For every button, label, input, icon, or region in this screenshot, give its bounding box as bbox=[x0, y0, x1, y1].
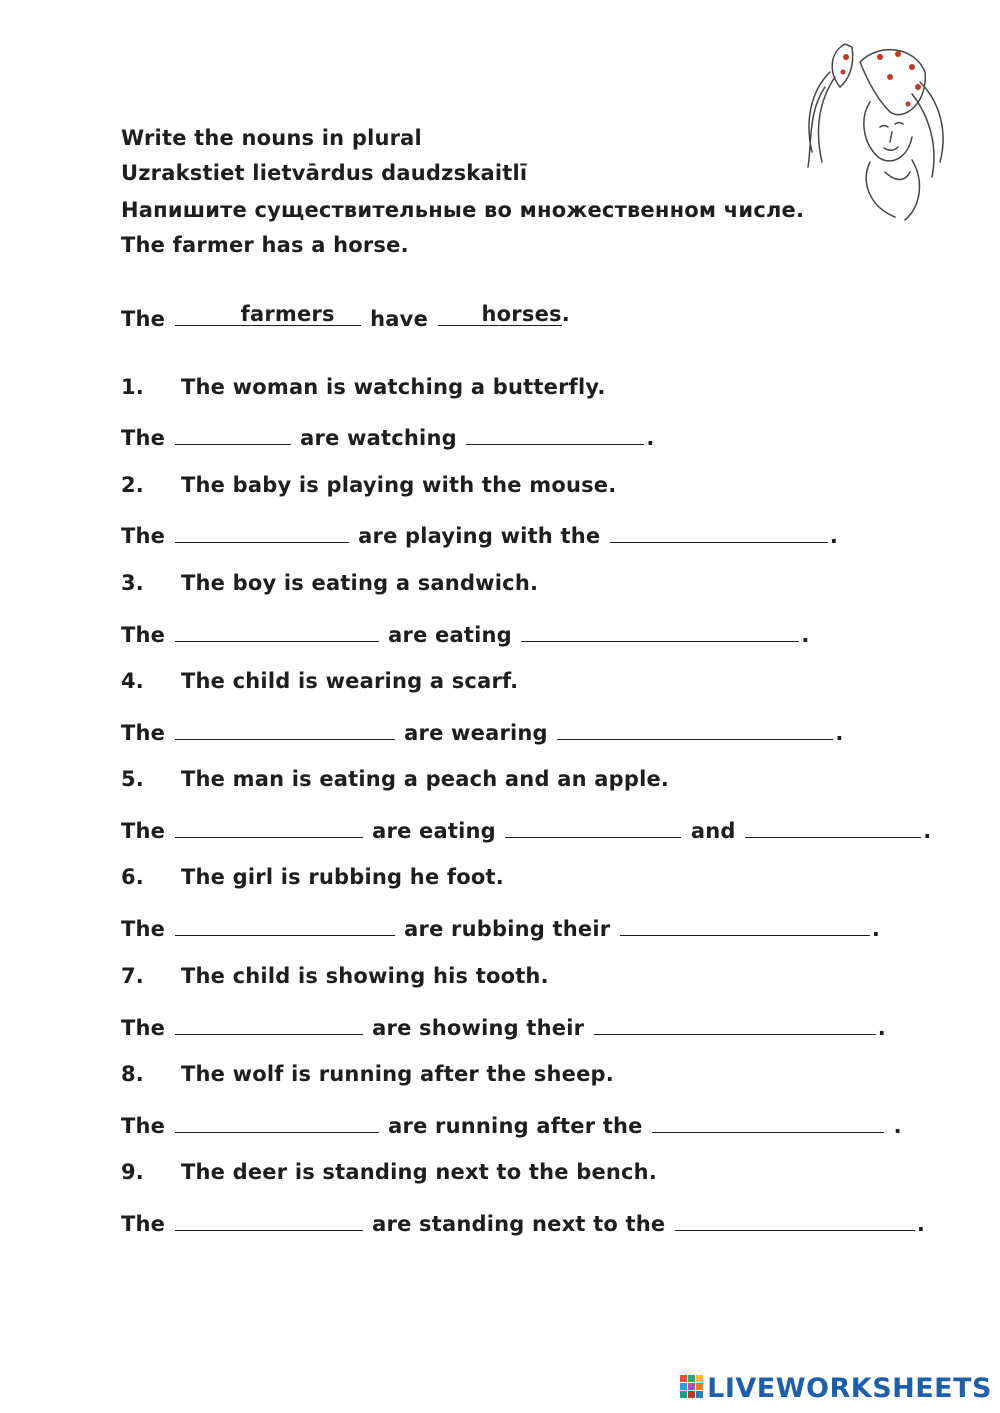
exercise-7-answer-line: The are showing their . bbox=[121, 1012, 886, 1041]
exercise-2-blank-1[interactable] bbox=[175, 520, 349, 543]
exercise-4-answer-line: The are wearing . bbox=[121, 717, 844, 746]
example-the: The bbox=[121, 307, 166, 331]
exercise-2-answer-line: The are playing with the . bbox=[121, 520, 838, 549]
exercise-6-answer-line: The are rubbing their . bbox=[121, 913, 880, 942]
liveworksheets-logo[interactable] bbox=[679, 1369, 992, 1407]
exercise-9-blank-2[interactable] bbox=[675, 1208, 915, 1231]
example-answer-1: farmers bbox=[240, 302, 335, 326]
instruction-russian: Напишите существительные во множественном числе. bbox=[121, 198, 805, 222]
exercise-1-blank-1[interactable] bbox=[175, 422, 291, 445]
exercise-1-blank-2[interactable] bbox=[466, 422, 644, 445]
exercise-1-answer-line: The are watching . bbox=[121, 422, 655, 451]
exercise-3-answer-line: The are eating . bbox=[121, 619, 810, 648]
instruction-english: Write the nouns in plural bbox=[121, 126, 422, 150]
exercise-4-number: 4. bbox=[121, 669, 144, 693]
exercise-7-number: 7. bbox=[121, 964, 144, 988]
exercise-7-blank-2[interactable] bbox=[594, 1012, 876, 1035]
exercise-8-blank-2[interactable] bbox=[652, 1110, 884, 1133]
exercise-5-blank-3[interactable] bbox=[745, 815, 921, 838]
exercise-2-sentence: 2. The baby is playing with the mouse. bbox=[121, 473, 617, 497]
exercise-5-blank-2[interactable] bbox=[505, 815, 681, 838]
exercise-3-number: 3. bbox=[121, 571, 144, 595]
exercise-8-blank-1[interactable] bbox=[175, 1110, 379, 1133]
instruction-latvian: Uzrakstiet lietvārdus daudzskaitlī bbox=[121, 161, 528, 185]
girl-illustration bbox=[800, 32, 960, 227]
exercise-7-blank-1[interactable] bbox=[175, 1012, 363, 1035]
exercise-9-number: 9. bbox=[121, 1160, 144, 1184]
exercise-9-answer-line: The are standing next to the . bbox=[121, 1208, 925, 1237]
exercise-3-sentence: 3. The boy is eating a sandwich. bbox=[121, 571, 539, 595]
example-answer-line bbox=[121, 302, 570, 332]
example-verb: have bbox=[370, 307, 429, 331]
exercise-6-number: 6. bbox=[121, 865, 144, 889]
exercise-7-sentence: 7. The child is showing his tooth. bbox=[121, 964, 549, 988]
example-sentence: The farmer has a horse. bbox=[121, 233, 409, 257]
exercise-9-sentence: 9. The deer is standing next to the bench. bbox=[121, 1160, 658, 1184]
exercise-5-blank-1[interactable] bbox=[175, 815, 363, 838]
exercise-5-sentence: 5. The man is eating a peach and an apple. bbox=[121, 767, 670, 791]
exercise-3-blank-1[interactable] bbox=[175, 619, 379, 642]
liveworksheets-logo-icon bbox=[679, 1374, 705, 1402]
exercise-6-blank-1[interactable] bbox=[175, 913, 395, 936]
exercise-4-sentence: 4. The child is wearing a scarf. bbox=[121, 669, 519, 693]
exercise-2-number: 2. bbox=[121, 473, 144, 497]
exercise-3-blank-2[interactable] bbox=[521, 619, 799, 642]
exercise-9-blank-1[interactable] bbox=[175, 1208, 363, 1231]
exercise-6-blank-2[interactable] bbox=[620, 913, 870, 936]
exercise-8-sentence: 8. The wolf is running after the sheep. bbox=[121, 1062, 614, 1086]
exercise-1-number: 1. bbox=[121, 375, 144, 399]
exercise-2-blank-2[interactable] bbox=[610, 520, 828, 543]
exercise-5-answer-line: The are eating and . bbox=[121, 815, 931, 844]
exercise-4-blank-1[interactable] bbox=[175, 717, 395, 740]
exercise-1-sentence: 1. The woman is watching a butterfly. bbox=[121, 375, 606, 399]
example-blank-1 bbox=[175, 303, 361, 326]
exercise-5-number: 5. bbox=[121, 767, 144, 791]
exercise-8-number: 8. bbox=[121, 1062, 144, 1086]
exercise-4-blank-2[interactable] bbox=[557, 717, 833, 740]
exercise-6-sentence: 6. The girl is rubbing he foot. bbox=[121, 865, 504, 889]
example-blank-2 bbox=[438, 302, 570, 326]
liveworksheets-logo-text: LIVEWORKSHEETS bbox=[707, 1372, 992, 1404]
exercise-8-answer-line: The are running after the . bbox=[121, 1110, 902, 1139]
example-answer-2: horses. bbox=[481, 302, 570, 326]
